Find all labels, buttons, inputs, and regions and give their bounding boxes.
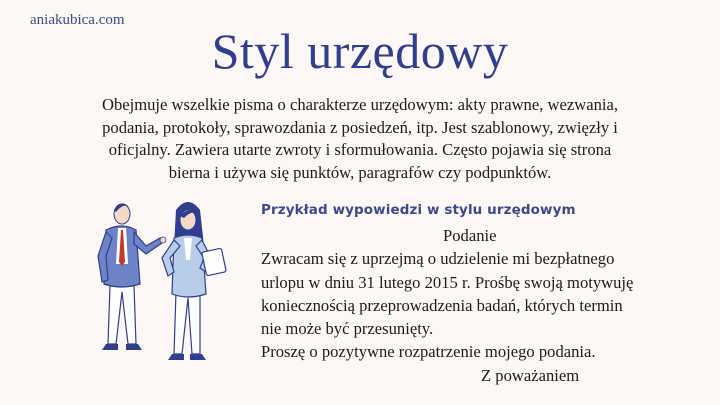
business-people-illustration — [88, 194, 238, 369]
intro-paragraph — [62, 94, 658, 184]
intro-line: bierna i używa się punktów, paragrafów czy podpunktów. — [168, 162, 552, 182]
two-people-talking-icon — [88, 194, 238, 369]
example-block — [261, 202, 701, 387]
example-line: koniecznością przeprowadzenia badań, których termin — [261, 295, 623, 315]
example-line: nie może być przesunięty. — [261, 319, 434, 339]
woman-figure — [162, 202, 226, 360]
example-line: Proszę o pozytywne rozpatrzenie mojego podania. — [261, 342, 596, 362]
intro-line: podania, protokoły, sprawozdania z posiedzeń, itp. Jest szablonowy, zwięzły i — [102, 117, 618, 137]
document-title: Podanie — [443, 226, 497, 245]
intro-line: oficjalny. Zawiera utarte zwroty i sformułowania. Często pojawia się strona — [108, 140, 612, 159]
intro-line: Obejmuje wszelkie pisma o charakterze urzędowym: akty prawne, wezwania, — [101, 95, 619, 114]
closing-line: Z poważaniem — [481, 365, 580, 385]
example-line: Zwracam się z uprzejmą o udzielenie mi bezpłatnego — [261, 249, 615, 269]
example-heading: Przykład wypowiedzi w stylu urzędowym — [261, 202, 576, 218]
man-figure — [98, 203, 166, 350]
page-title: Styl urzędowy — [211, 23, 509, 79]
example-line: urlopu w dniu 31 lutego 2015 r. Prośbę swoją motywuję — [261, 272, 634, 292]
site-name: aniakubica.com — [30, 12, 125, 28]
